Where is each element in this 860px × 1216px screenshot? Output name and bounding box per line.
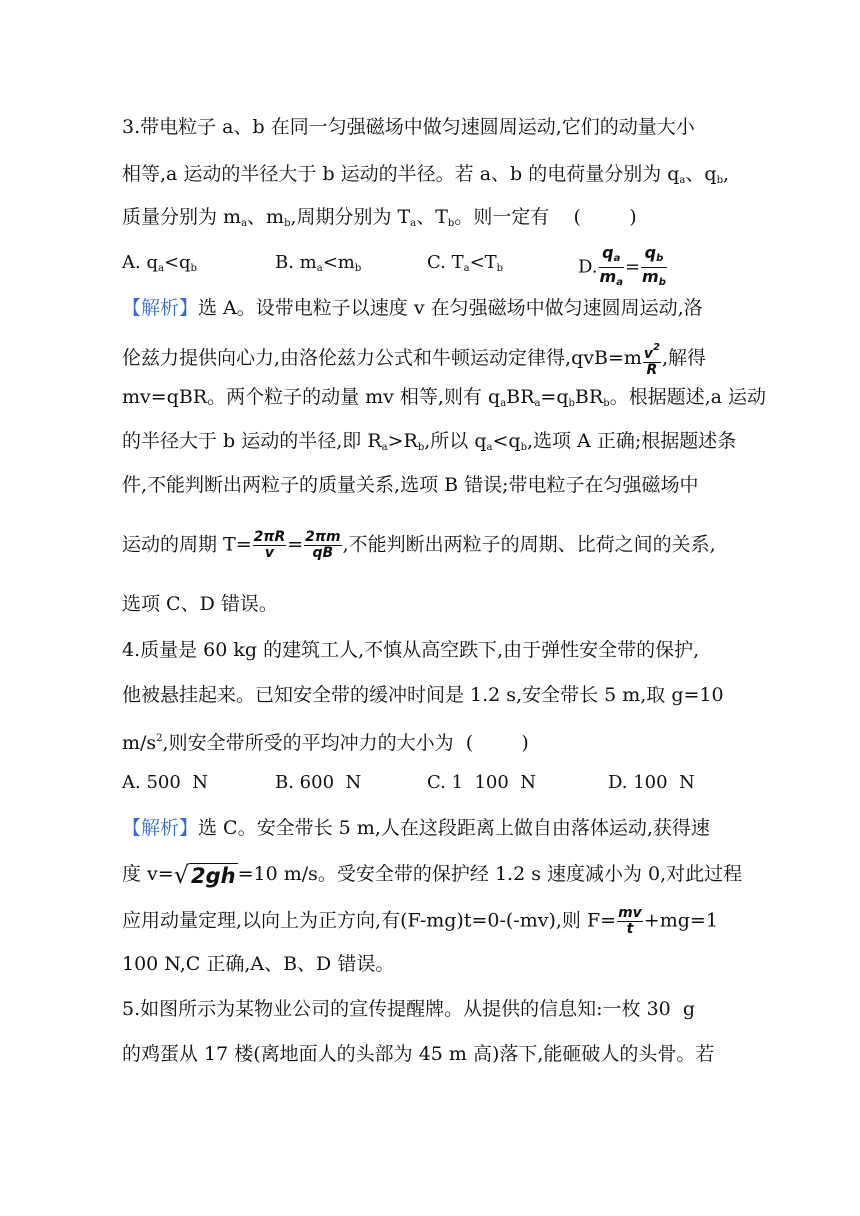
q3-stem-line-3: 质量分别为 $m_a$、$m_b$,周期分别为 $T_a$、$T_b$。则一定有 ( ): [122, 206, 637, 229]
analysis-label: 【解析】: [122, 817, 199, 839]
q3-stem-line-2: 相等,a 运动的半径大于 b 运动的半径。若 a、b 的电荷量分别为 $q_a$、$q_b$,: [122, 163, 730, 186]
q3-option-b: B. $m_a<m_b$: [275, 252, 362, 274]
q4-stem-line-3: $m/s^2$,则安全带所受的平均冲力的大小为 ( ): [122, 732, 529, 754]
q3-option-a: A. $q_a<q_b$: [122, 252, 197, 274]
q4-option-a: A. 500 N: [122, 772, 208, 793]
q3-option-d: D. $\frac{q_a}{m_a}$ = $\frac{q_b}{m_b}$: [578, 244, 668, 291]
q3-analysis-line-1: 【解析】选 A。设带电粒子以速度 v 在匀强磁场中做匀速圆周运动,洛: [122, 297, 703, 319]
q3-stem-line-1: 3.带电粒子 a、b 在同一匀强磁场中做匀速圆周运动,它们的动量大小: [122, 116, 695, 138]
q4-stem-line-2: 他被悬挂起来。已知安全带的缓冲时间是 1.2 s,安全带长 5 m,取 g=10: [122, 684, 724, 706]
fraction-v2-r: $\frac{v^2}{R}$: [643, 342, 660, 378]
q3-analysis-line-5: 件,不能判断出两粒子的质量关系,选项 B 错误;带电粒子在匀强磁场中: [122, 474, 699, 496]
q4-stem-line-1: 4.质量是 60 kg 的建筑工人,不慎从高空跌下,由于弹性安全带的保护,: [122, 639, 700, 661]
q4-option-d: D. 100 N: [608, 772, 695, 793]
fraction-2piR-v: $\frac{2\pi R}{v}$: [253, 529, 286, 561]
answer-paren: ( ): [465, 732, 529, 754]
analysis-label: 【解析】: [122, 297, 199, 319]
fraction-qb-mb: $\frac{q_b}{m_b}$: [642, 243, 666, 288]
q4-analysis-line-3: 应用动量定理,以向上为正方向,有(F-mg)t=0-(-mv),则 F= $\frac{mv}{t}$ +mg=1: [122, 905, 718, 937]
q3-analysis-line-4: 的半径大于 b 运动的半径,即 $R_a>R_b$,所以 $q_a<q_b$,选项 A 正确;根据题述条: [122, 430, 737, 453]
q4-analysis-line-4: 100 N,C 正确,A、B、D 错误。: [122, 953, 395, 975]
q5-stem-line-2: 的鸡蛋从 17 楼(离地面人的头部为 45 m 高)落下,能砸破人的头骨。若: [122, 1043, 715, 1065]
fraction-2pim-qB: $\frac{2\pi m}{qB}$: [305, 529, 341, 561]
q3-analysis-line-6: 运动的周期 T= $\frac{2\pi R}{v}$ = $\frac{2\pi m}{qB}$ ,不能判断出两粒子的周期、比荷之间的关系,: [122, 529, 716, 561]
q3-analysis-line-3: mv=qBR。两个粒子的动量 mv 相等,则有 $q_aBR_a=q_bBR_b$。根据题述,a 运动: [122, 386, 767, 409]
sqrt-2gh: √2gh: [173, 860, 236, 889]
fraction-mv-t: $\frac{mv}{t}$: [618, 905, 642, 937]
q3-analysis-line-2: 伦兹力提供向心力,由洛伦兹力公式和牛顿运动定律得,qvB=m $\frac{v^2}{R}$ ,解得: [122, 342, 707, 378]
q4-option-b: B. 600 N: [275, 772, 362, 793]
q3-analysis-line-7: 选项 C、D 错误。: [122, 593, 278, 615]
answer-paren: ( ): [573, 206, 637, 228]
q4-analysis-line-1: 【解析】选 C。安全带长 5 m,人在这段距离上做自由落体运动,获得速: [122, 817, 710, 839]
q5-stem-line-1: 5.如图所示为某物业公司的宣传提醒牌。从提供的信息知:一枚 30 g: [122, 998, 695, 1020]
fraction-qa-ma: $\frac{q_a}{m_a}$: [599, 243, 623, 288]
q4-analysis-line-2: 度 v=√2gh =10 m/s。受安全带的保护经 1.2 s 速度减小为 0,对此过程: [122, 860, 743, 889]
q4-option-c: C. 1 100 N: [427, 772, 537, 793]
q3-option-c: C. $T_a<T_b$: [427, 252, 504, 274]
